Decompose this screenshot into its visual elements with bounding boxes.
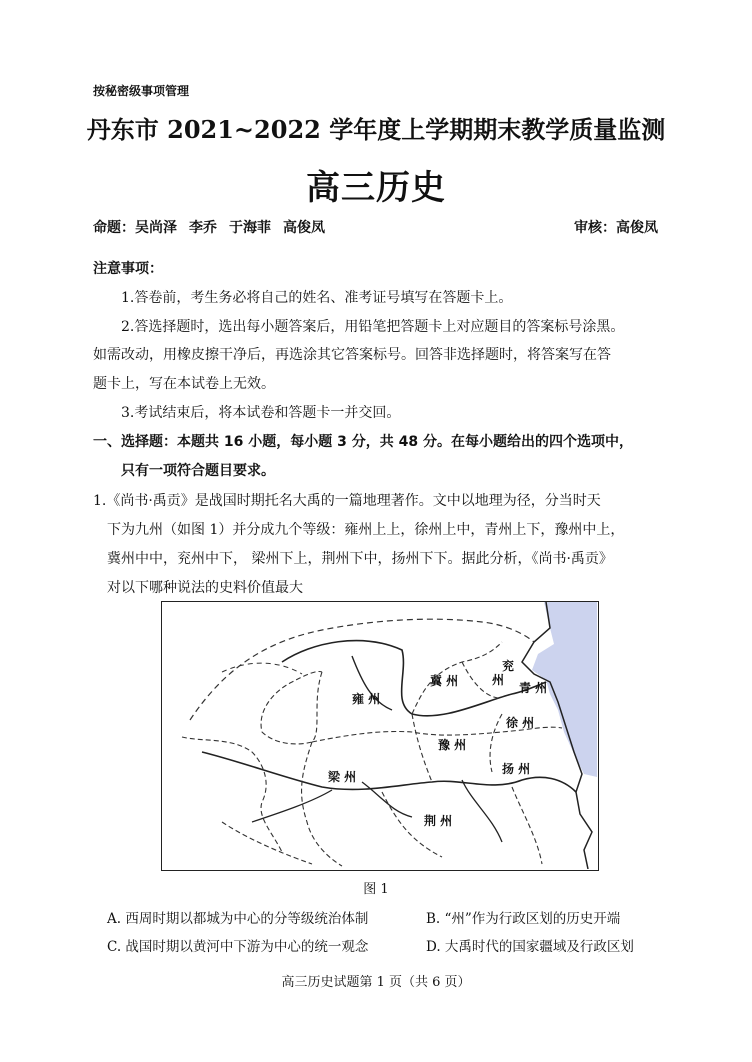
reviewer-line: 审核：高俊凤: [574, 220, 658, 236]
page-footer: 高三历史试题第 1 页（共 6 页）: [281, 975, 471, 990]
province-boundary: [222, 822, 312, 864]
map-label-qing: 青 州: [519, 681, 548, 695]
option-c: C. 战国时期以黄河中下游为中心的统一观念: [107, 939, 369, 955]
exam-title: 丹东市 2021~2022 学年度上学期期末教学质量监测: [86, 115, 666, 144]
option-b: B. “州”作为行政区划的历史开端: [426, 911, 621, 927]
option-a: A. 西周时期以都城为中心的分等级统治体制: [107, 911, 369, 927]
river-branch: [252, 790, 332, 822]
authors-label: 命题：: [93, 220, 135, 236]
map-drawing: [162, 602, 597, 869]
notice-item-1: 1.答卷前，考生务必将自己的姓名、准考证号填写在答题卡上。: [121, 290, 513, 306]
map-label-yong: 雍 州: [352, 692, 381, 706]
option-d: D. 大禹时代的国家疆域及行政区划: [426, 939, 634, 955]
secrecy-label: 按秘密级事项管理: [93, 84, 190, 98]
notice-item-2-line-1: 2.答选择题时，选出每小题答案后，用铅笔把答题卡上对应题目的答案标号涂黑。: [121, 319, 625, 335]
question-1-line-2: 下为九州（如图 1）并分成九个等级：雍州上上，徐州上中，青州上下，豫州中上，: [107, 522, 625, 538]
author-name: 高俊凤: [283, 220, 325, 236]
province-boundary: [302, 742, 342, 866]
province-boundary: [261, 671, 322, 743]
map-label-yan-top: 兖: [502, 659, 515, 673]
section-heading-line-2: 只有一项符合题目要求。: [121, 463, 275, 479]
province-boundary: [412, 714, 432, 782]
yellow-river: [282, 641, 546, 716]
notice-item-2-line-3: 题卡上，写在本试卷上无效。: [93, 376, 275, 392]
notice-item-3: 3.考试结束后，将本试卷和答题卡一并交回。: [121, 405, 401, 421]
map-label-yan-bottom: 州: [492, 673, 505, 687]
map-label-ji: 冀 州: [430, 674, 459, 688]
outer-boundary: [222, 663, 302, 674]
notice-item-2-line-2: 如需改动，用橡皮擦干净后，再选涂其它答案标号。回答非选择题时，将答案写在答: [93, 347, 611, 363]
province-boundary: [512, 787, 542, 864]
authors-line: [93, 217, 337, 237]
map-label-yu: 豫 州: [438, 738, 467, 752]
nine-provinces-map: [161, 601, 599, 871]
author-name: 李乔: [189, 220, 217, 236]
question-1-line-1: 1.《尚书·禹贡》是战国时期托名大禹的一篇地理著作。文中以地理为径，分当时天: [93, 493, 601, 509]
author-name: 吴尚泽: [135, 220, 177, 236]
map-label-xu: 徐 州: [506, 716, 535, 730]
subject-title: 高三历史: [306, 168, 446, 208]
section-heading-line-1: 一、选择题：本题共 16 小题，每小题 3 分，共 48 分。在每小题给出的四个选项中，: [93, 434, 633, 450]
figure-caption: 图 1: [363, 882, 389, 897]
map-label-yang: 扬 州: [502, 762, 531, 776]
question-1-line-4: 对以下哪种说法的史料价值最大: [107, 580, 303, 596]
map-label-liang: 梁 州: [328, 770, 357, 784]
author-name: 于海菲: [229, 220, 271, 236]
river-branch: [462, 780, 502, 842]
province-boundary: [182, 737, 282, 852]
province-boundary: [490, 714, 502, 772]
question-1-line-3: 冀州中中，兖州中下， 梁州下上，荆州下中，扬州下下。据此分析，《尚书·禹贡》: [107, 551, 613, 567]
map-label-jing: 荆 州: [424, 814, 453, 828]
notice-heading: 注意事项：: [93, 261, 163, 277]
